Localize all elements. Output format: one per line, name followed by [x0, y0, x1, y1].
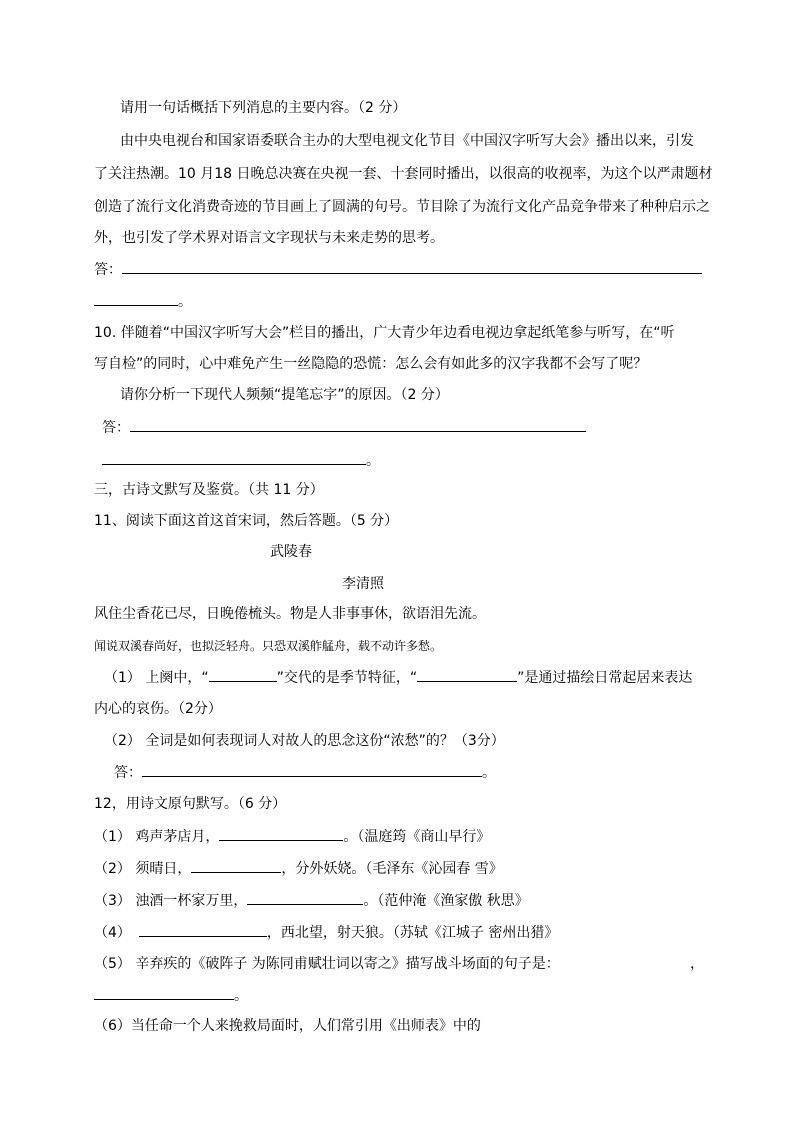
- section3-heading: 三，古诗文默写及鉴赏。（共 11 分）: [94, 482, 324, 498]
- q11-sub2-answer-blank[interactable]: [142, 762, 482, 777]
- q12-item-4-source: ，西北望，射天狼。（苏轼《江城子 密州出猎》: [266, 925, 559, 941]
- q10-line-1: 10. 伴随着“中国汉字听写大会”栏目的播出，广大青少年边看电视边拿起纸笔参与听写，在“听: [94, 325, 675, 341]
- intro-answer-row-2: [94, 291, 192, 312]
- intro-answer-blank-2[interactable]: [94, 291, 178, 306]
- q11-sub2-answer-label: 答：: [114, 765, 142, 781]
- q12-item-1-text: （1） 鸡声茅店月，: [94, 829, 220, 845]
- q12-item-3-text: （3） 浊酒一杯家万里，: [94, 893, 248, 909]
- q11-sub1-blank-1[interactable]: [209, 667, 277, 682]
- q12-item-5: [94, 954, 560, 974]
- q11-end-mark: 。: [482, 765, 496, 781]
- q10-line-2: 写自检”的同时，心中难免产生一丝隐隐的恐慌：怎么会有如此多的汉字我都不会写了呢？: [94, 356, 648, 372]
- intro-answer-blank[interactable]: [122, 259, 702, 274]
- poem-title: 武陵春: [270, 544, 312, 560]
- intro-end-mark: 。: [178, 294, 192, 310]
- q10-answer-row-2: [102, 450, 380, 471]
- q11-sub1-text-c: ”是通过描绘日常起居来表达: [517, 670, 693, 686]
- q10-answer-blank[interactable]: [130, 417, 586, 432]
- q10-answer-label: 答：: [102, 420, 130, 436]
- q12-item-3-source: 。（范仲淹《渔家傲 秋思》: [363, 893, 529, 909]
- q12-item-4-blank[interactable]: [139, 922, 267, 937]
- q10-answer-blank-2[interactable]: [102, 450, 366, 465]
- q12-item-6: （6）当任命一个人来挽救局面时，人们常引用《出师表》中的: [94, 1018, 481, 1034]
- q11-sub1-text-a: （1） 上阕中，“: [104, 670, 209, 686]
- q12-item-2-source: ，分外妖娆。（毛泽东《沁园春 雪》: [281, 861, 503, 877]
- q12-item-1: [94, 826, 490, 847]
- q12-item-1-blank[interactable]: [219, 826, 343, 841]
- q12-item-2: [94, 858, 503, 879]
- q12-item-2-blank[interactable]: [191, 858, 281, 873]
- intro-answer-row: [94, 259, 702, 280]
- intro-para-line-3: 创造了流行文化消费奇迹的节目画上了圆满的句号。节目除了为流行文化产品竞争带来了种种启示之: [94, 199, 710, 215]
- q11-sub2-answer-row: [114, 762, 496, 783]
- q12-item-4: [94, 922, 558, 943]
- q12-item-2-text: （2） 须晴日，: [94, 861, 192, 877]
- q12-item-5-comma: ，: [690, 956, 704, 972]
- q10-end-mark: 。: [366, 453, 380, 469]
- intro-answer-label: 答：: [94, 262, 122, 278]
- q11-sub1-end: 内心的哀伤。（2分）: [94, 701, 222, 717]
- q12-stem: 12，用诗文原句默写。（6 分）: [94, 796, 287, 812]
- intro-instruction: 请用一句话概括下列消息的主要内容。（2 分）: [120, 100, 407, 116]
- q12-item-1-source: 。（温庭筠《商山早行》: [343, 829, 491, 845]
- q12-item-4-label: （4）: [94, 925, 131, 941]
- q11-sub2: （2） 全词是如何表现词人对故人的思念这份“浓愁”的？（3分）: [104, 733, 505, 749]
- q11-sub1-row: [104, 667, 692, 688]
- q10-prompt: 请你分析一下现代人频频“提笔忘字”的原因。（2 分）: [120, 387, 449, 403]
- q11-sub1-blank-2[interactable]: [417, 667, 517, 682]
- q10-answer-row: [102, 417, 586, 438]
- q11-sub1-text-b: ”交代的是季节特征，“: [276, 670, 418, 686]
- q11-stem: 11、阅读下面这首这首宋词，然后答题。（5 分）: [94, 513, 399, 529]
- poem-author: 李清照: [342, 576, 384, 592]
- intro-para-line-1: 由中央电视台和国家语委联合主办的大型电视文化节目《中国汉字听写大会》播出以来，引发: [120, 133, 694, 149]
- q12-item-3: [94, 890, 529, 911]
- intro-para-line-2: 了关注热潮。10 月18 日晚总决赛在央视一套、十套同时播出，以很高的收视率，为这个以严肃题材: [94, 166, 713, 182]
- poem-line-2: 闻说双溪春尚好，也拟泛轻舟。只恐双溪舴艋舟，载不动许多愁。: [94, 639, 443, 653]
- poem-line-1: 风住尘香花已尽，日晚倦梳头。物是人非事事休，欲语泪先流。: [94, 606, 486, 622]
- q12-item-5-row-2: [94, 985, 248, 1006]
- q12-item-5-blank[interactable]: [94, 985, 234, 1000]
- intro-para-line-4: 外，也引发了学术界对语言文字现状与未来走势的思考。: [94, 230, 444, 246]
- q12-item-3-blank[interactable]: [247, 890, 363, 905]
- q12-item-5-end: 。: [234, 988, 248, 1004]
- q12-item-5-text: （5） 辛弃疾的《破阵子 为陈同甫赋壮词以寄之》描写战斗场面的句子是：: [94, 956, 560, 972]
